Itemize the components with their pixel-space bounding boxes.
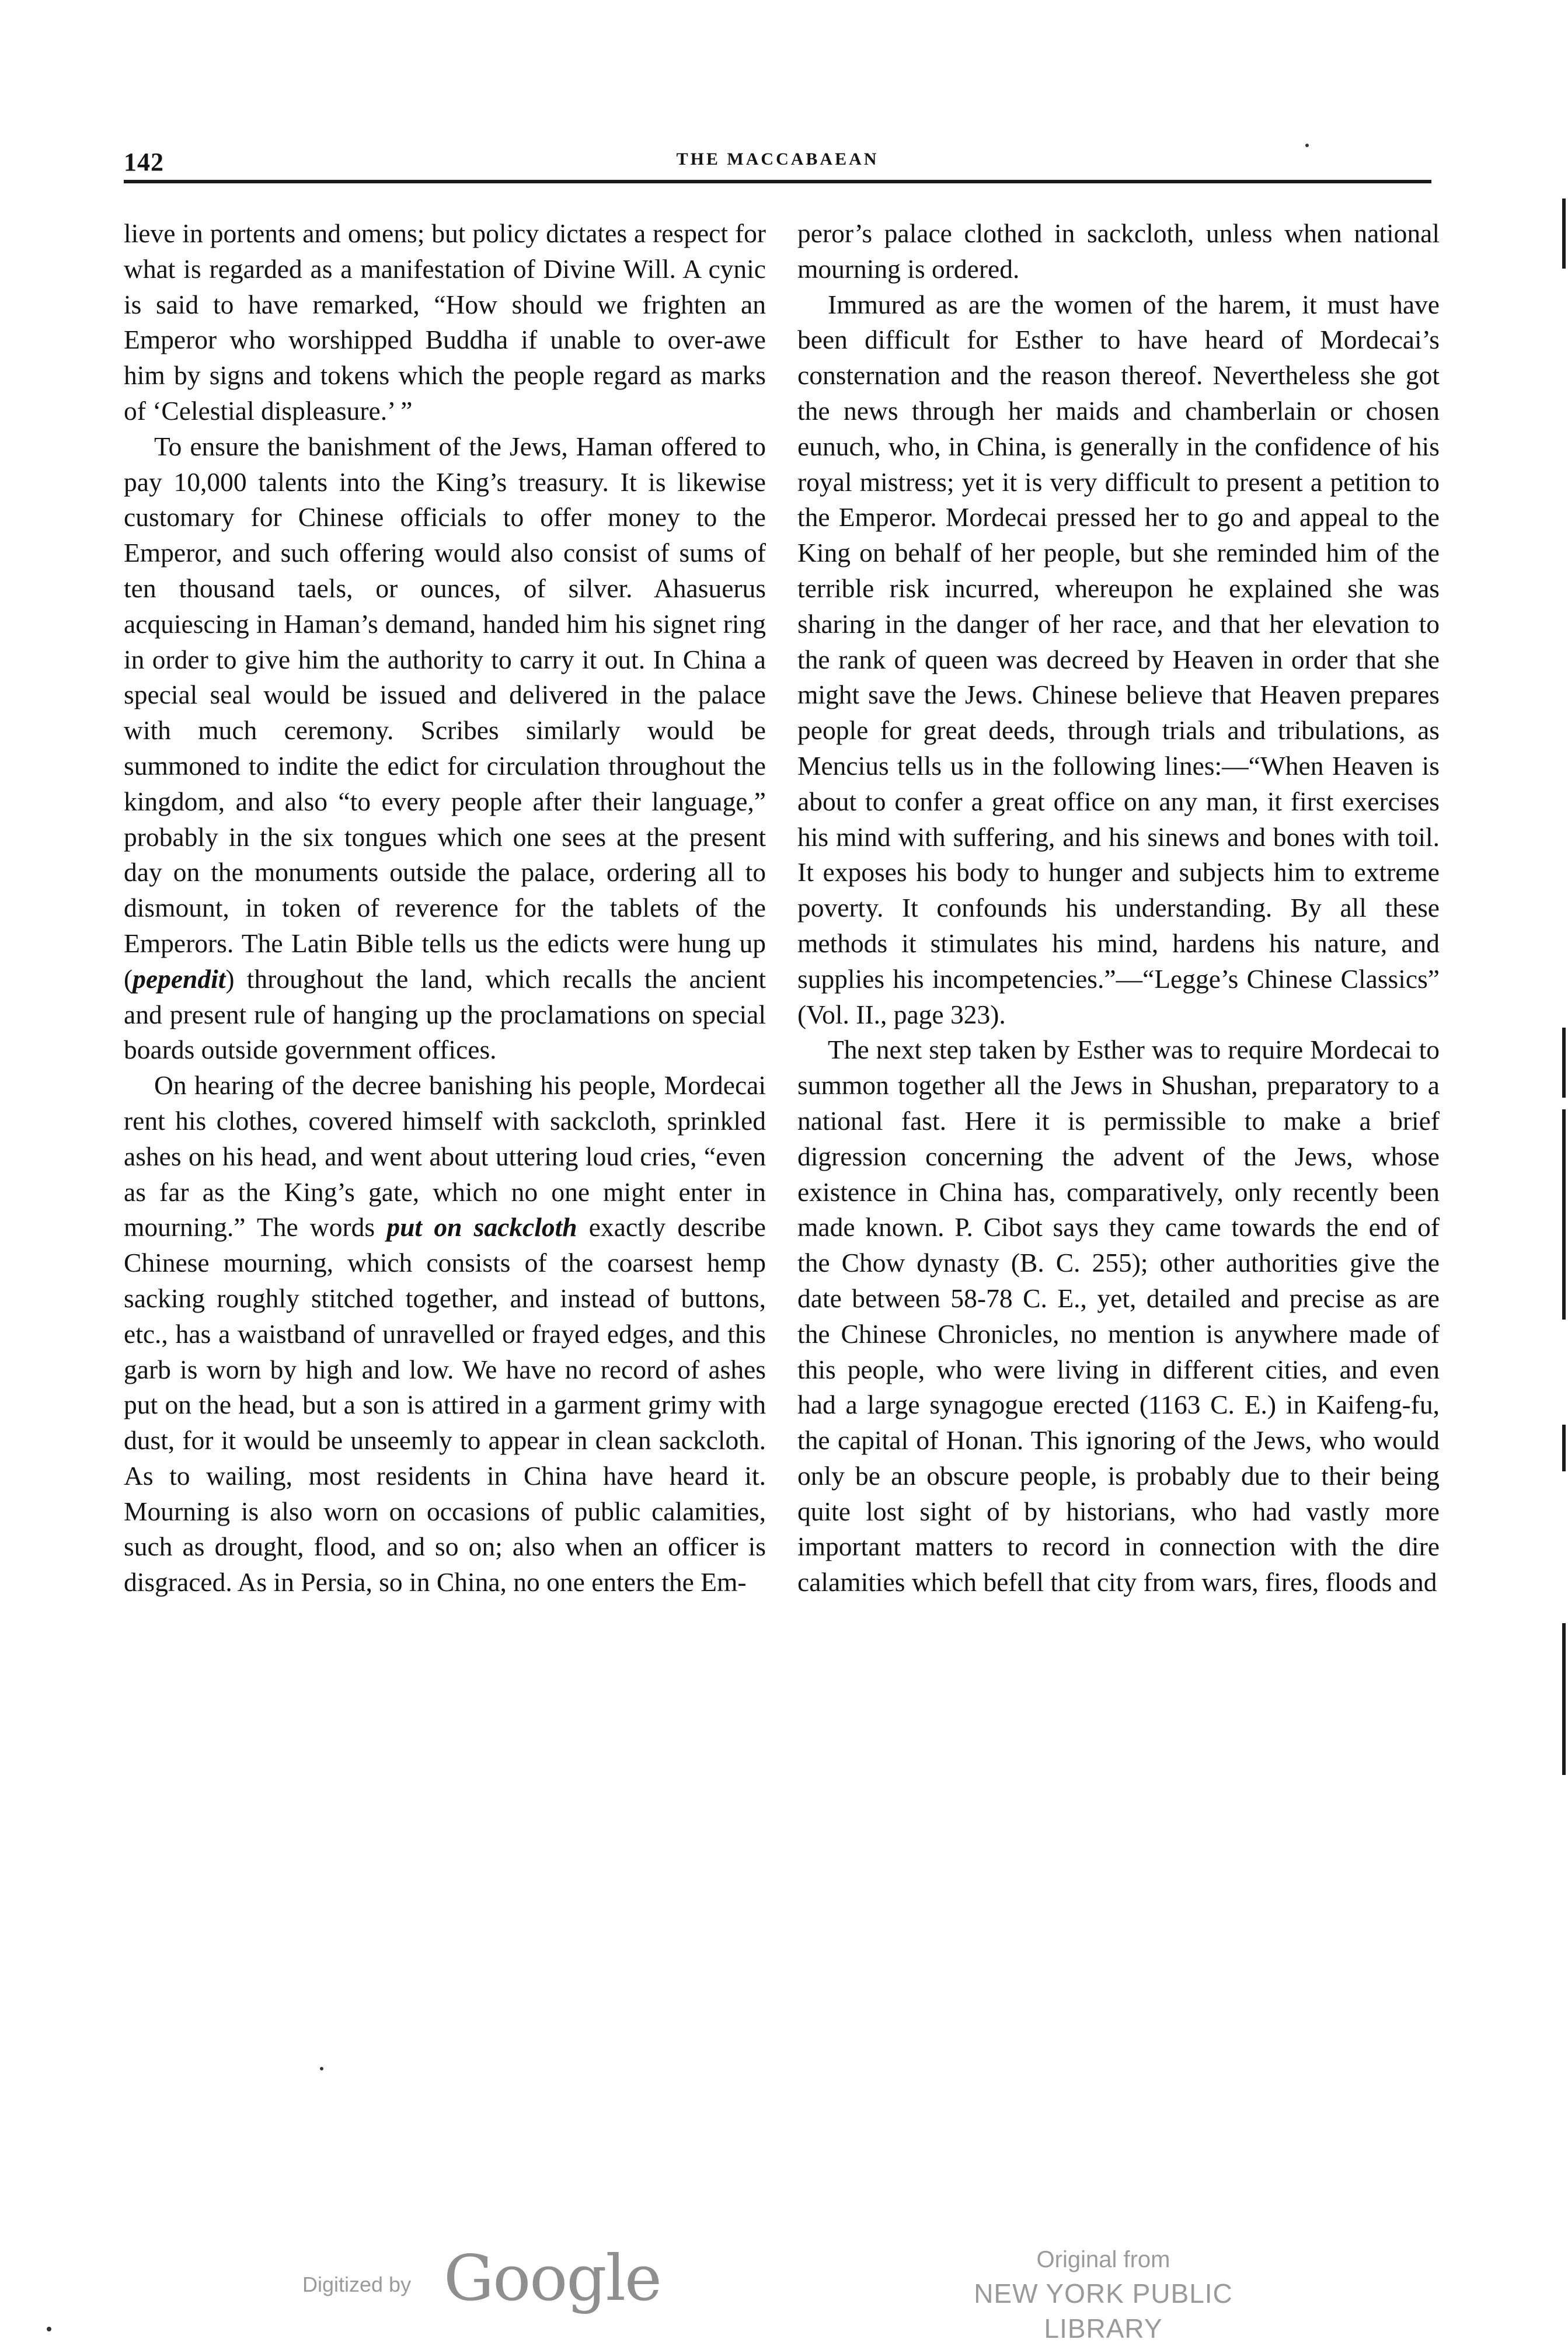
scan-edge-mark: [1562, 1028, 1566, 1098]
paragraph: Immured as are the women of the harem, it must have been difficult for Esther to have heard of Mordecai’s consternation and the reason thereof. Nevertheless she got the news through her maids and chamberlain or chosen eunuch, who, in China, is generally in the confidence of his royal mistress; yet it is very difficult to present a petition to the Emperor. Mordecai pressed her to go and appeal to the King on behalf of her people, but she reminded him of the terrible risk incurred, whereupon he explained she was sharing in the danger of her race, and that her elevation to the rank of queen was decreed by Heaven in order that she might save the Jews. Chinese believe that Heaven prepares people for great deeds, through trials and tribulations, as Mencius tells us in the following lines:—“When Heaven is about to confer a great office on any man, it first exercises his mind with suffering, and his sinews and bones with toil. It exposes his body to hunger and subjects him to extreme poverty. It confounds his understanding. By all these methods it stimulates his mind, hardens his nature, and supplies his incompetencies.”—“Legge’s Chinese Classics” (Vol. II., page 323).: [797, 289, 1440, 1029]
page-number: 142: [124, 148, 164, 176]
page-header: [124, 147, 1431, 185]
digitized-by-google-watermark: [299, 2242, 661, 2315]
running-head: THE MACCABAEAN: [676, 149, 879, 169]
header-rule: [124, 180, 1431, 183]
scan-speck: [320, 2067, 323, 2070]
paragraph: To ensure the banishment of the Jews, Haman offered to pay 10,000 talents into the King’s treasury. It is likewise customary for Chinese officials to offer money to the Emperor, and such offering would also consist of sums of ten thousand taels, or ounces, of silver. Ahasuerus acquiescing in Haman’s demand, handed him his signet ring in order to give him the authority to carry it out. In China a special seal would be issued and delivered in the palace with much ceremony. Scribes similarly would be summoned to indite the edict for circulation throughout the kingdom, and also “to every people after their language,” probably in the six tongues which one sees at the present day on the monuments outside the palace, ordering all to dismount, in token of reverence for the tablets of the Emperors. The Latin Bible tells us the edicts were hung up (pependit) throughout the land, which recalls the ancient and present rule of hanging up the proclamations on special boards outside government offices.: [124, 431, 766, 1065]
paragraph: On hearing of the decree banishing his people, Mordecai rent his clothes, covered himself with sackcloth, sprinkled ashes on his head, and went about uttering loud cries, “even as far as the King’s gate, which no one might enter in mourning.” The words put on sackcloth exactly describe Chinese mourning, which consists of the coarsest hemp sacking roughly stitched together, and instead of buttons, etc., has a waistband of unravelled or frayed edges, and this garb is worn by high and low. We have no record of ashes put on the head, but a son is attired in a garment grimy with dust, for it would be unseemly to appear in clean sackcloth. As to wailing, most residents in China have heard it. Mourning is also worn on occasions of public calamities, such as drought, flood, and so on; also when an officer is disgraced. As in Persia, so in China, no one enters the Em-: [124, 1070, 766, 1597]
paragraph: lieve in portents and omens; but policy dictates a respect for what is regarded as a manifestation of Divine Will. A cynic is said to have remarked, “How should we frighten an Emperor who worshipped Buddha if unable to over-awe him by signs and tokens which the people regard as marks of ‘Celestial displeasure.’ ”: [124, 218, 766, 426]
google-logo: Google: [444, 2242, 661, 2315]
scan-speck: [47, 2327, 51, 2331]
scan-edge-mark: [1562, 199, 1566, 269]
library-name: NEW YORK PUBLIC LIBRARY: [974, 2278, 1233, 2344]
library-attribution: [911, 2243, 1296, 2346]
paragraph: The next step taken by Esther was to require Mordecai to summon together all the Jews in Shushan, preparatory to a national fast. Here it is permissible to make a brief digression concerning the advent of the Jews, whose existence in China has, comparatively, only recently been made known. P. Cibot says they came towards the end of the Chow dynasty (B. C. 255); other authorities give the date between 58-78 C. E., yet, detailed and precise as are the Chinese Chronicles, no mention is anywhere made of this people, who were living in different cities, and even had a large synagogue erected (1163 C. E.) in Kaifeng-fu, the capital of Honan. This ignoring of the Jews, who would only be an obscure people, is probably due to their being quite lost sight of by historians, who had vastly more important matters to record in connection with the dire calamities which befell that city from wars, fires, floods and: [797, 1035, 1440, 1597]
scan-edge-mark: [1562, 1109, 1566, 1320]
scan-edge-mark: [1562, 1623, 1566, 1775]
paragraph: peror’s palace clothed in sackcloth, unless when national mourning is ordered.: [797, 218, 1440, 284]
italic-term: pependit: [133, 963, 226, 994]
original-from-label: Original from: [1036, 2247, 1170, 2272]
digitized-by-label: Digitized by: [302, 2272, 412, 2296]
scan-speck: [1305, 144, 1309, 147]
right-column: [797, 216, 1440, 1600]
italic-term: put on sackcloth: [386, 1212, 577, 1242]
scan-edge-mark: [1562, 1425, 1566, 1471]
left-column: [124, 216, 766, 1600]
